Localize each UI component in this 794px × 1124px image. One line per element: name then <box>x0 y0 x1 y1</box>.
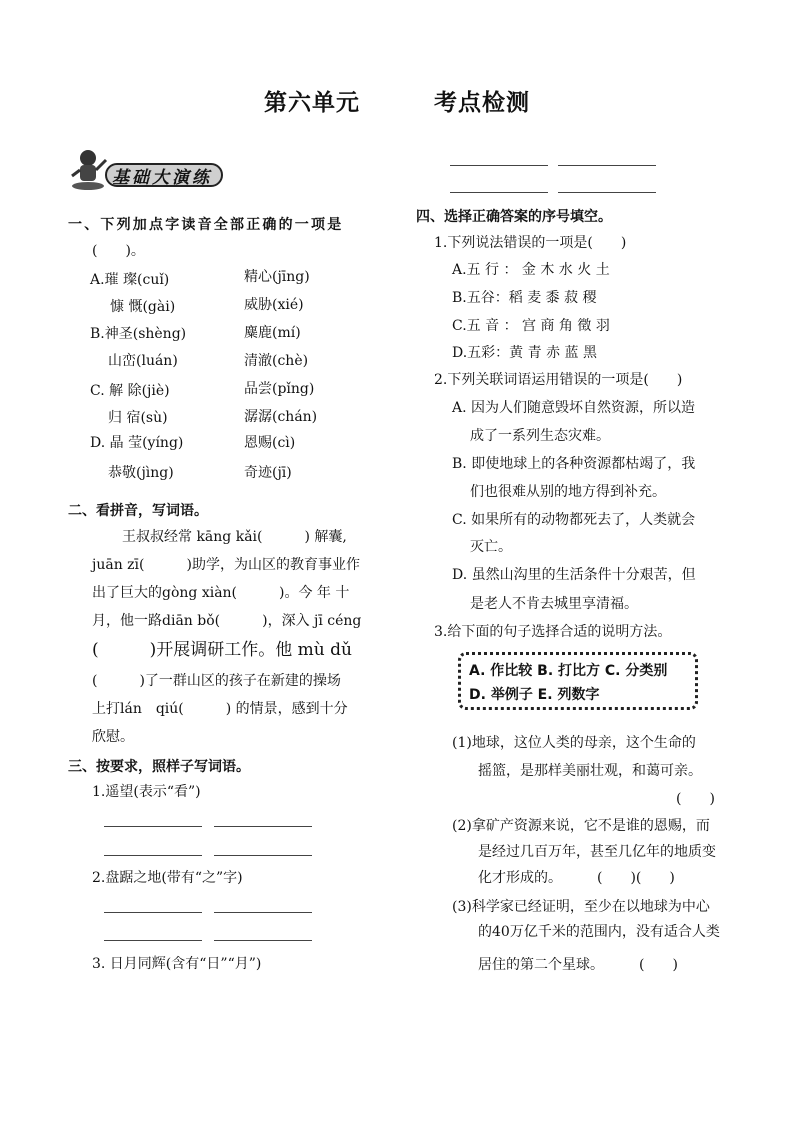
s4-s3c: 居住的第二个星球。 ( ) <box>478 957 678 973</box>
badge-label: 基础大演练 <box>112 168 212 188</box>
answer-line[interactable] <box>104 912 202 913</box>
opt-b1: B.神圣(shèng) <box>90 326 187 342</box>
s3-q1: 1.遥望(表示“看”) <box>92 784 201 800</box>
answer-line[interactable] <box>558 165 656 166</box>
s2-line4: 月，他一路diān bǒ( )，深入 jī céng <box>92 613 362 629</box>
opt-c1: C. 解 除(jiè) <box>90 383 170 399</box>
opt-d2: 恭敬(jìng) <box>108 465 174 481</box>
answer-line[interactable] <box>104 855 202 856</box>
s2-line8: 欣慰。 <box>92 729 134 745</box>
title-unit: 第六单元 <box>263 90 360 116</box>
section2-heading: 二、看拼音，写词语。 <box>68 503 208 519</box>
section3-heading: 三、按要求，照样子写词语。 <box>68 759 250 775</box>
s4-q2a1: A. 因为人们随意毁坏自然资源，所以造 <box>452 400 696 416</box>
s4-q1: 1.下列说法错误的一项是( ) <box>434 235 627 251</box>
s4-q2d1: D. 虽然山沟里的生活条件十分艰苦，但 <box>452 567 696 583</box>
answer-line[interactable] <box>214 826 312 827</box>
s4-s3b: 的40万亿千米的范围内，没有适合人类 <box>478 924 720 940</box>
opt-b3: 麋鹿(mí) <box>244 325 301 341</box>
answer-line[interactable] <box>214 940 312 941</box>
opt-d4: 奇迹(jī) <box>244 465 292 481</box>
s4-q2a2: 成了一系列生态灾难。 <box>470 428 610 444</box>
section1-heading: 一、下列加点字读音全部正确的一项是 <box>68 217 344 233</box>
section-badge <box>66 148 226 192</box>
s4-s3a: (3)科学家已经证明，至少在以地球为中心 <box>452 899 710 915</box>
opt-c4: 潺潺(chán) <box>244 409 318 425</box>
s4-s2b: 是经过几百万年，甚至几亿年的地质变 <box>478 844 716 860</box>
opt-c2: 归 宿(sù) <box>108 410 168 426</box>
s2-line3: 出了巨大的gòng xiàn( )。今 年 十 <box>92 585 350 601</box>
s4-q2b2: 们也很难从别的地方得到补充。 <box>470 484 666 500</box>
s2-line6: ( )了一群山区的孩子在新建的操场 <box>92 673 341 689</box>
s4-q1a: A.五 行 ： 金 木 水 火 土 <box>452 262 610 278</box>
section4-heading: 四、选择正确答案的序号填空。 <box>416 209 612 225</box>
s4-s1b: 摇篮，是那样美丽壮观，和蔼可亲。 <box>478 763 702 779</box>
s3-q3: 3. 日月同辉(含有“日”“月”) <box>92 956 262 972</box>
answer-line[interactable] <box>214 855 312 856</box>
opt-a2: 慷 慨(gài) <box>110 299 176 315</box>
opt-d3: 恩赐(cì) <box>244 435 296 451</box>
page-title <box>0 84 794 117</box>
opt-a1: A.璀 璨(cuǐ) <box>90 272 170 288</box>
answer-line[interactable] <box>558 192 656 193</box>
s4-s2a: (2)拿矿产资源来说，它不是谁的恩赐，而 <box>452 818 710 834</box>
s4-s1a: (1)地球，这位人类的母亲，这个生命的 <box>452 735 696 751</box>
s4-q1c: C.五 音 ： 宫 商 角 徵 羽 <box>452 318 610 334</box>
s4-q2c1: C. 如果所有的动物都死去了，人类就会 <box>452 512 696 528</box>
s2-line5: ( )开展调研工作。他 mù dǔ <box>92 640 352 660</box>
opt-d1: D. 晶 莹(yíng) <box>90 435 184 451</box>
s4-q2b1: B. 即使地球上的各种资源都枯竭了，我 <box>452 456 696 472</box>
s4-q2: 2.下列关联词语运用错误的一项是( ) <box>434 372 683 388</box>
s2-line7: 上打lán qiú( ) 的情景，感到十分 <box>92 701 348 717</box>
opt-a4: 威胁(xié) <box>244 297 304 313</box>
s2-line2: juān zī( )助学，为山区的教育事业作 <box>92 557 360 573</box>
s4-q3: 3.给下面的句子选择合适的说明方法。 <box>434 624 672 640</box>
opt-c3: 品尝(pǐng) <box>244 381 315 397</box>
answer-line[interactable] <box>214 912 312 913</box>
options-box <box>458 652 698 710</box>
s3-q2: 2.盘踞之地(带有“之”字) <box>92 870 243 886</box>
s4-q1b: B.五谷：稻 麦 黍 菽 稷 <box>452 290 597 306</box>
title-test: 考点检测 <box>434 90 531 116</box>
answer-line[interactable] <box>450 165 548 166</box>
s4-q2c2: 灭亡。 <box>470 539 512 555</box>
s4-q2d2: 是老人不肯去城里享清福。 <box>470 596 638 612</box>
opt-b4: 清澈(chè) <box>244 353 309 369</box>
options-line1: A. 作比较 B. 打比方 C. 分类别 <box>469 663 668 679</box>
s4-s2c: 化才形成的。 ( )( ) <box>478 870 675 886</box>
answer-line[interactable] <box>104 940 202 941</box>
section1-paren: ( )。 <box>92 243 145 259</box>
opt-b2: 山峦(luán) <box>108 353 178 369</box>
opt-a3: 精心(jīng) <box>244 269 310 285</box>
answer-line[interactable] <box>450 192 548 193</box>
s4-s1-paren: ( ) <box>676 791 715 807</box>
options-line2: D. 举例子 E. 列数字 <box>469 687 600 703</box>
s2-line1: 王叔叔经常 kāng kǎi( ) 解囊, <box>122 529 347 545</box>
answer-line[interactable] <box>104 826 202 827</box>
s4-q1d: D.五彩：黄 青 赤 蓝 黑 <box>452 345 597 361</box>
